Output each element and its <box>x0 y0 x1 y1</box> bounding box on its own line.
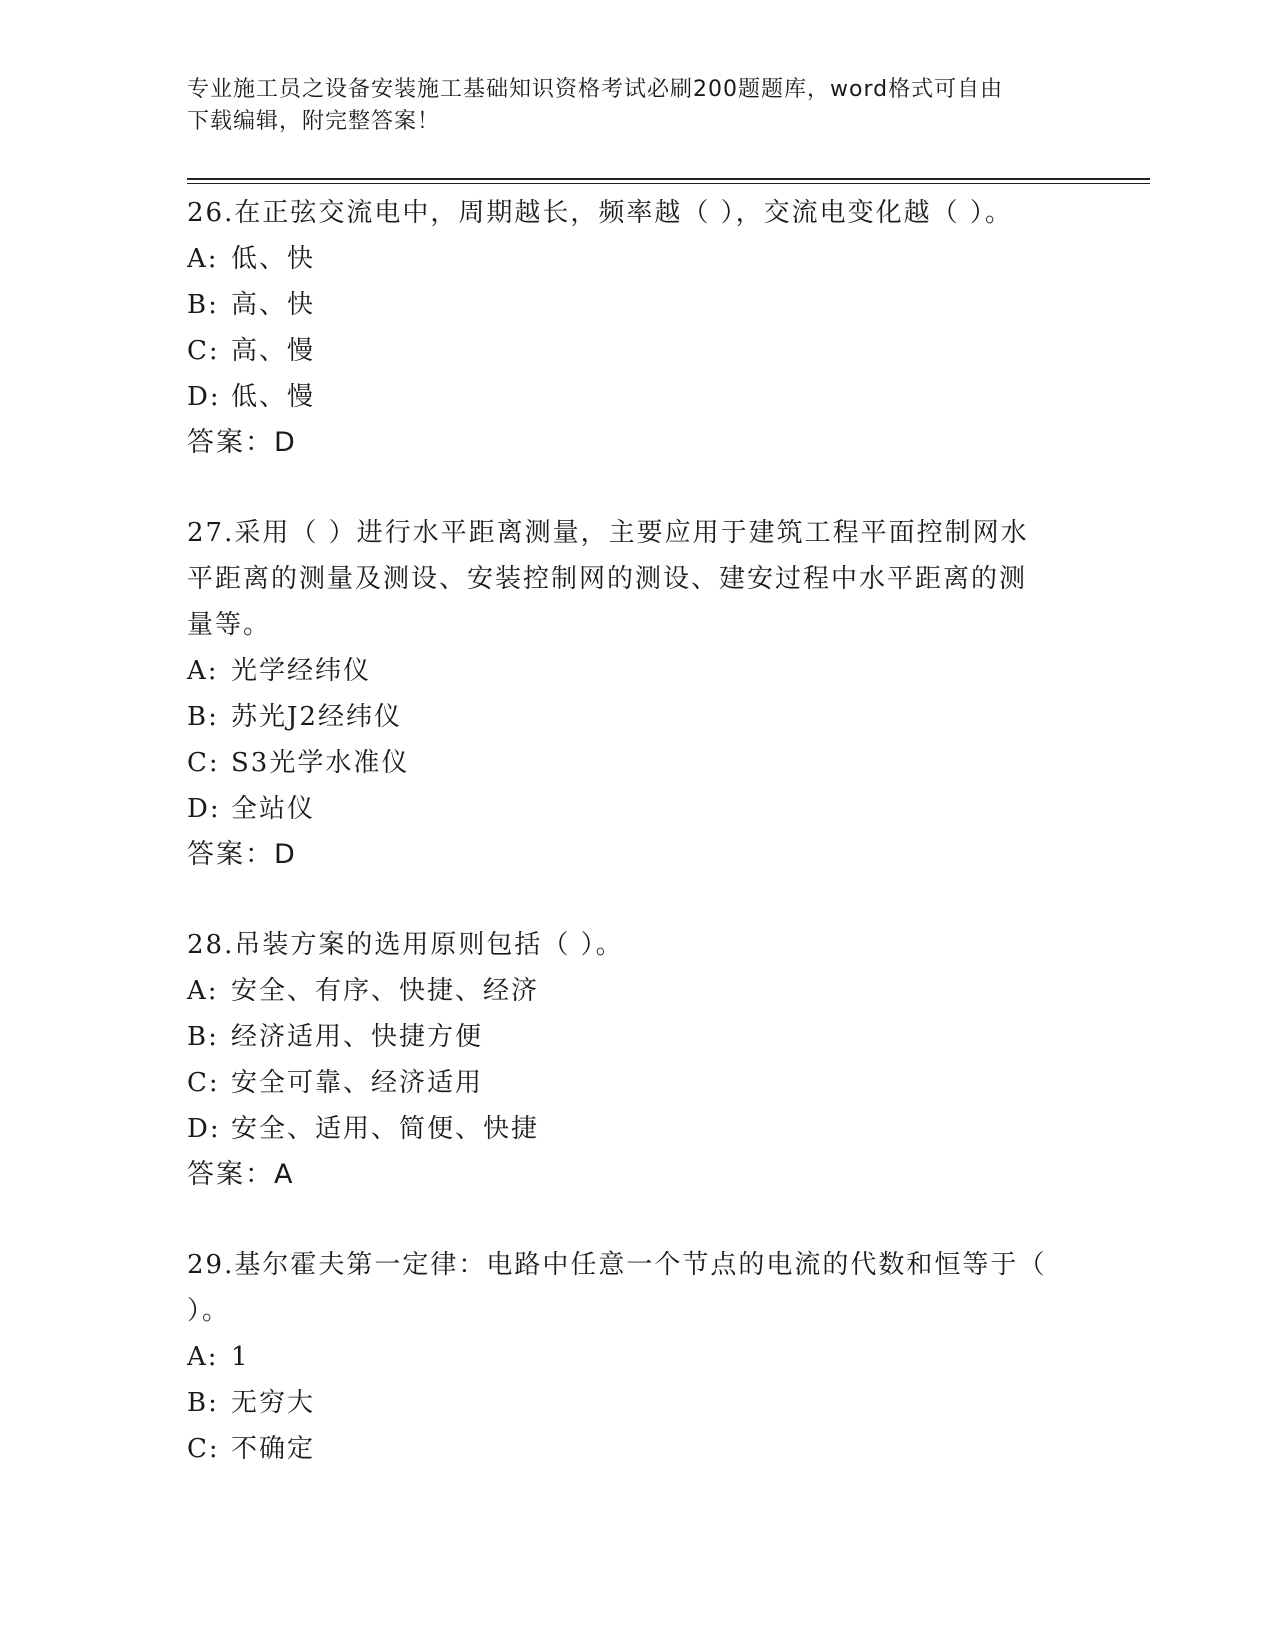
option-text: 全站仪 <box>231 794 316 824</box>
answer-line: 答案：D <box>187 839 297 870</box>
option-key: B: <box>187 702 219 732</box>
option-text: 安全、有序、快捷、经济 <box>231 976 540 1006</box>
question-stem-line-1: 27.采用（ ）进行水平距离测量，主要应用于建筑工程平面控制网水 <box>187 518 1029 548</box>
option-text: 安全可靠、经济适用 <box>231 1068 484 1098</box>
header-divider-thin <box>187 183 1150 184</box>
option-text: 无穷大 <box>231 1388 316 1418</box>
option-a <box>187 968 1067 1014</box>
option-a <box>187 236 1067 282</box>
option-d <box>187 1106 1067 1152</box>
question-stem-line-2: 平距离的测量及测设、安装控制网的测设、建安过程中水平距离的测 <box>187 564 1028 594</box>
answer-line: 答案：D <box>187 427 297 458</box>
option-key: A: <box>187 656 219 686</box>
option-text: 高、慢 <box>231 336 316 366</box>
option-text: 低、慢 <box>231 382 316 412</box>
option-text: 高、快 <box>231 290 316 320</box>
option-text: 1 <box>231 1342 250 1372</box>
question-28 <box>187 922 1067 1198</box>
option-key: C: <box>187 748 220 778</box>
option-key: C: <box>187 1434 220 1464</box>
option-a <box>187 648 1067 694</box>
question-29 <box>187 1242 1067 1472</box>
question-27 <box>187 510 1067 878</box>
document-header <box>187 74 1067 138</box>
option-c <box>187 740 1067 786</box>
option-c <box>187 1426 1067 1472</box>
option-key: A: <box>187 1342 219 1372</box>
question-stem-line-2: ）。 <box>187 1296 231 1326</box>
option-b <box>187 1014 1067 1060</box>
option-text: S3光学水准仪 <box>231 748 410 778</box>
option-text: 光学经纬仪 <box>231 656 372 686</box>
option-key: D: <box>187 382 221 412</box>
option-text: 经济适用、快捷方便 <box>231 1022 484 1052</box>
option-key: A: <box>187 244 219 274</box>
option-text: 苏光J2经纬仪 <box>231 702 402 732</box>
option-key: B: <box>187 1388 219 1418</box>
option-d <box>187 374 1067 420</box>
option-key: A: <box>187 976 219 1006</box>
question-stem-line-3: 量等。 <box>187 610 272 640</box>
option-b <box>187 1380 1067 1426</box>
answer-line: 答案：A <box>187 1159 295 1190</box>
option-d <box>187 786 1067 832</box>
question-list <box>187 190 1067 1472</box>
question-stem-line-1: 29.基尔霍夫第一定律：电路中任意一个节点的电流的代数和恒等于（ <box>187 1250 1047 1280</box>
option-key: C: <box>187 1068 220 1098</box>
option-text: 安全、适用、简便、快捷 <box>231 1114 540 1144</box>
question-26 <box>187 190 1067 466</box>
question-stem: 28.吊装方案的选用原则包括（ ）。 <box>187 930 624 960</box>
option-key: D: <box>187 1114 221 1144</box>
option-text: 不确定 <box>231 1434 316 1464</box>
option-a <box>187 1334 1067 1380</box>
option-b <box>187 282 1067 328</box>
option-key: B: <box>187 290 219 320</box>
option-c <box>187 1060 1067 1106</box>
option-b <box>187 694 1067 740</box>
header-line-1: 专业施工员之设备安装施工基础知识资格考试必刷200题题库，word格式可自由 <box>187 77 1004 102</box>
header-line-2: 下载编辑，附完整答案！ <box>187 109 441 134</box>
option-c <box>187 328 1067 374</box>
question-stem: 26.在正弦交流电中，周期越长，频率越（ ），交流电变化越（ ）。 <box>187 198 1013 228</box>
option-key: B: <box>187 1022 219 1052</box>
option-key: D: <box>187 794 221 824</box>
option-key: C: <box>187 336 220 366</box>
option-text: 低、快 <box>231 244 316 274</box>
header-divider-thick <box>187 178 1150 180</box>
